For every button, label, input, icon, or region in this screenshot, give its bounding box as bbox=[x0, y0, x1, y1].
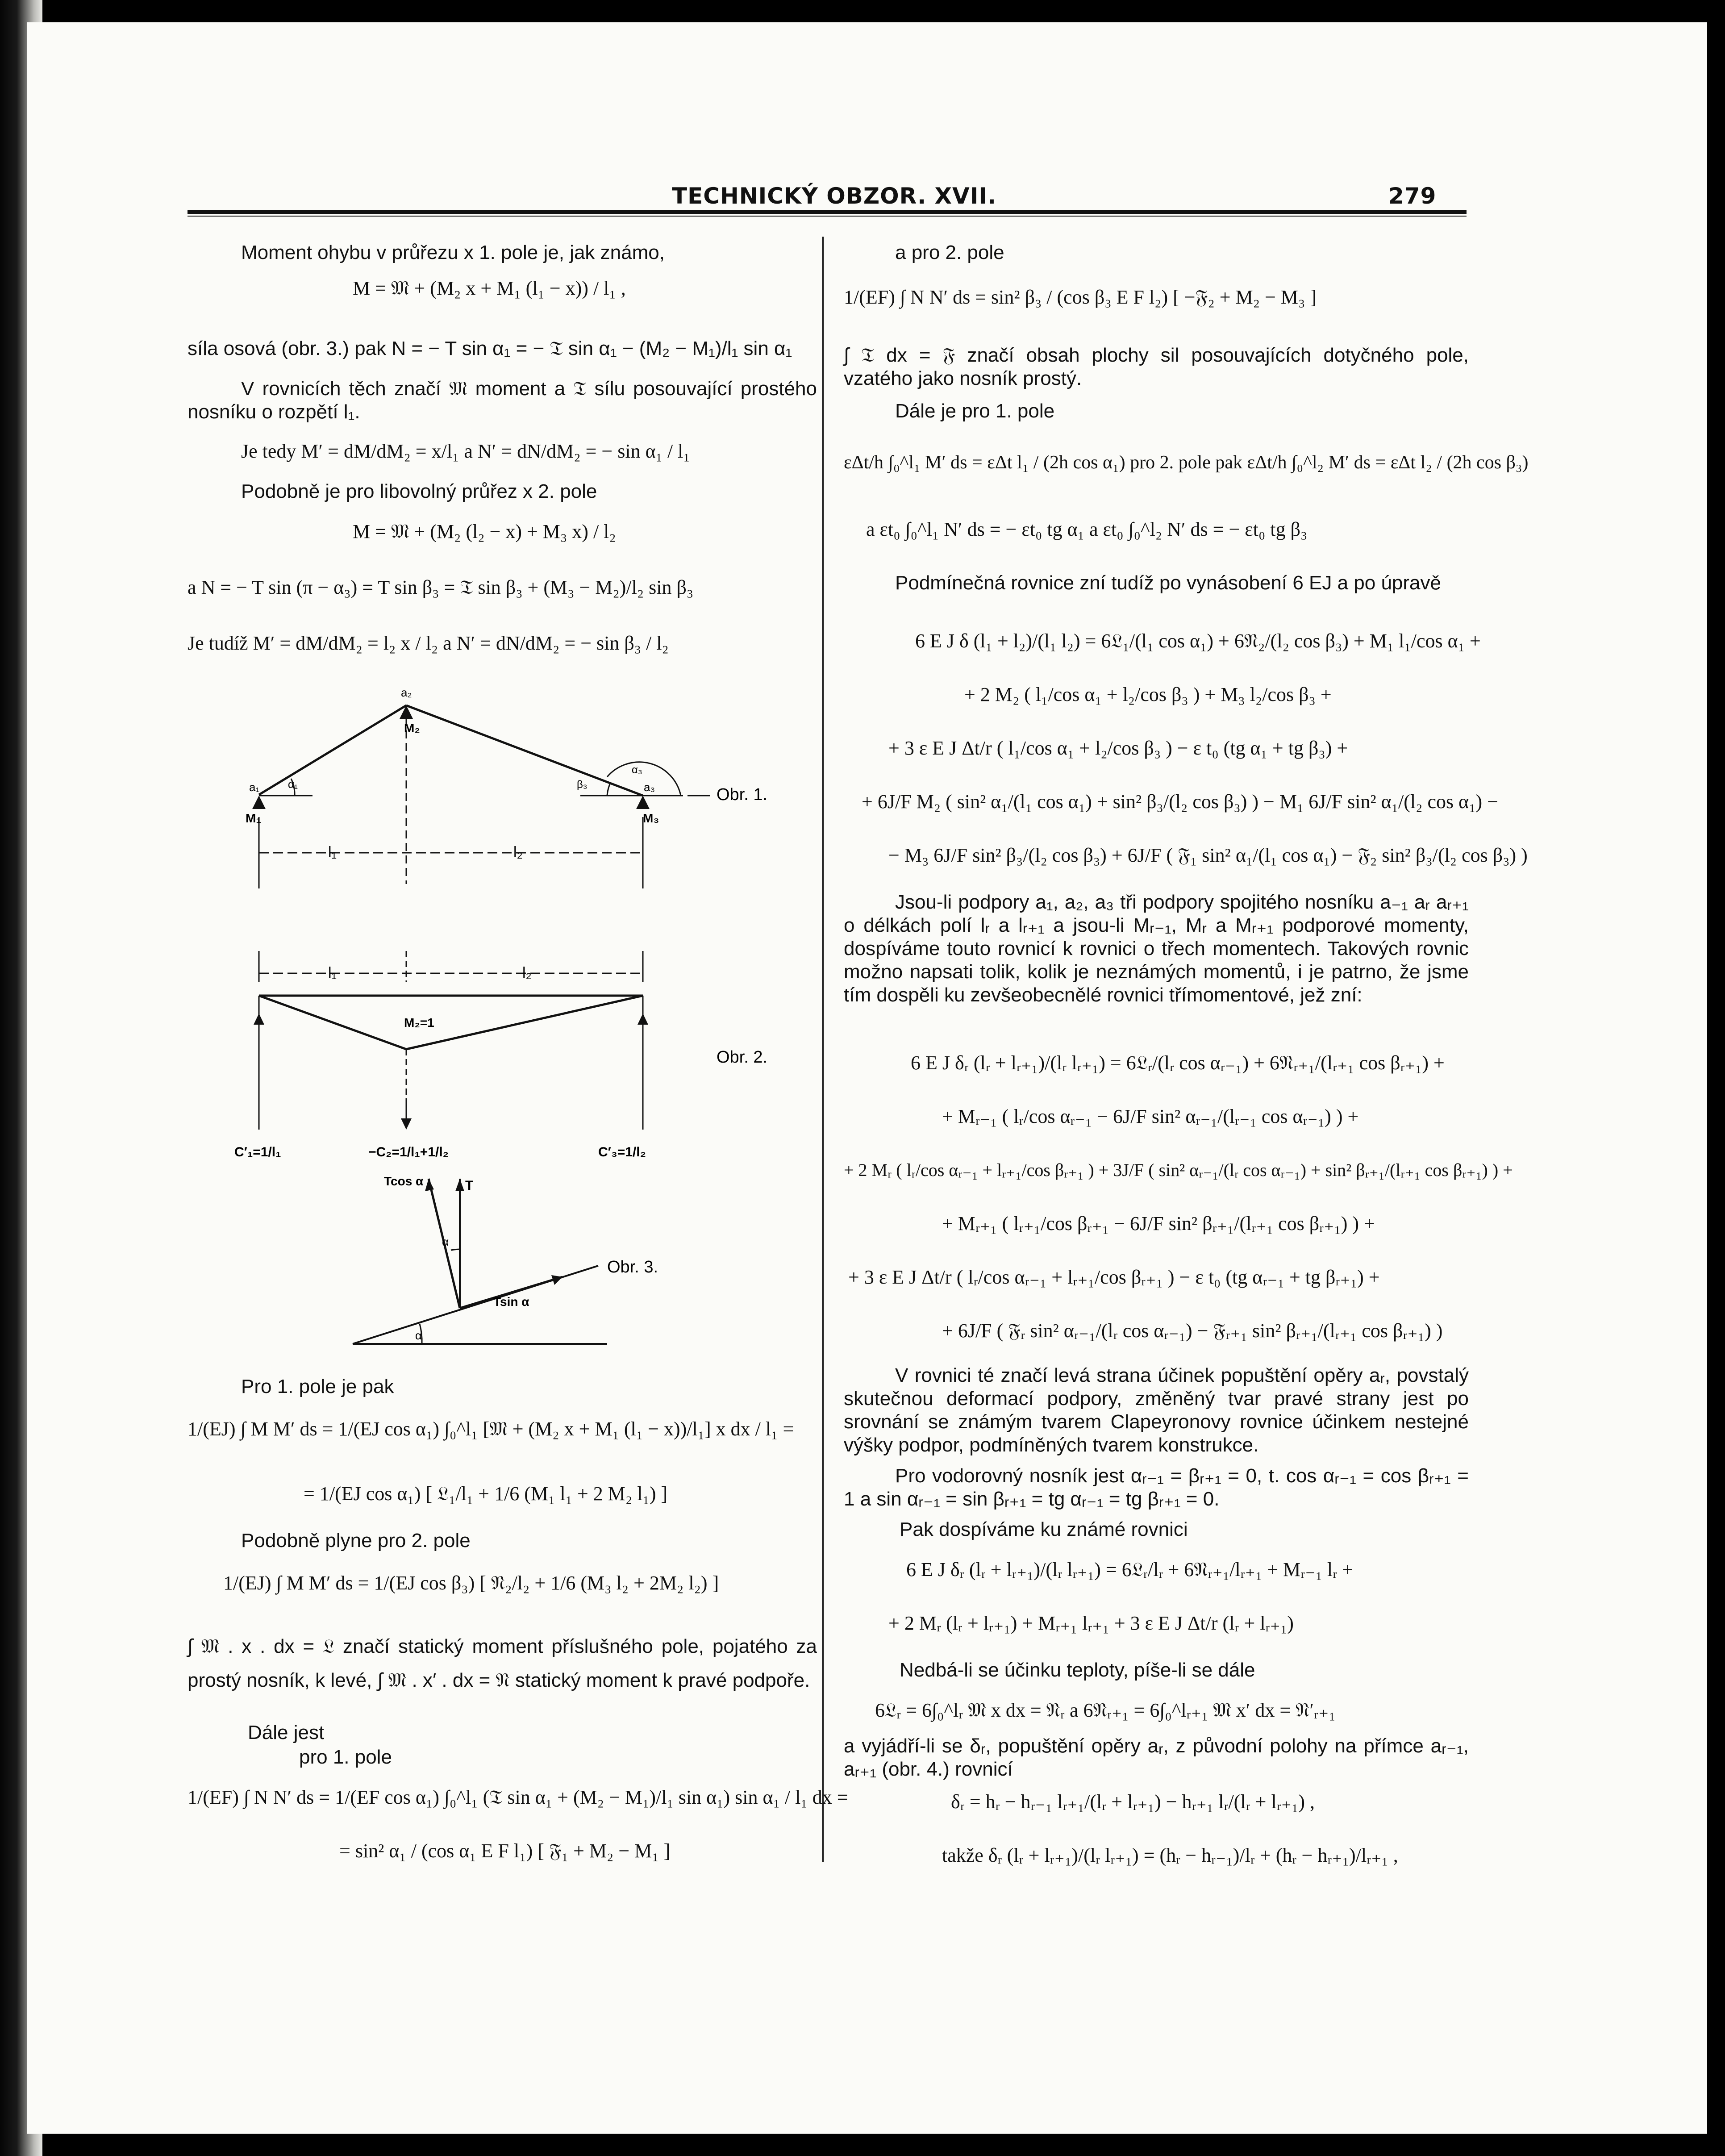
label-t: T bbox=[465, 1178, 474, 1193]
figure-1-frame-diagram bbox=[214, 679, 812, 902]
equation: + 6J/F ( 𝔉ᵣ sin² αᵣ₋₁/(lᵣ cos αᵣ₋₁) − 𝔉ᵣ₊₁ sin² βᵣ₊₁/(lᵣ₊₁ cos βᵣ₊₁) ) bbox=[942, 1320, 1443, 1342]
label-a2: a₂ bbox=[401, 686, 412, 699]
paragraph: Nedbá-li se účinku teploty, píše-li se dále bbox=[900, 1659, 1255, 1681]
label-alpha3: α₃ bbox=[632, 764, 642, 776]
label-C2: −C₂=1/l₁+1/l₂ bbox=[368, 1145, 449, 1159]
equation: M = 𝔐 + (M₂ x + M₁ (l₁ − x)) / l₁ , bbox=[353, 277, 626, 299]
label-alpha: α bbox=[442, 1235, 449, 1248]
equation: a N = − T sin (π − α₃) = T sin β₃ = 𝔗 sin β₃ + (M₃ − M₂)/l₂ sin β₃ bbox=[188, 576, 694, 598]
equation: + 2 Mᵣ (lᵣ + lᵣ₊₁) + Mᵣ₊₁ lᵣ₊₁ + 3 ε E J Δt/r (lᵣ + lᵣ₊₁) bbox=[888, 1612, 1294, 1634]
paragraph: Podobně je pro libovolný průřez x 2. pole bbox=[241, 480, 597, 502]
equation: δᵣ = hᵣ − hᵣ₋₁ lᵣ₊₁/(lᵣ + lᵣ₊₁) − hᵣ₊₁ lᵣ/(lᵣ + lᵣ₊₁) , bbox=[951, 1791, 1315, 1813]
equation: 6𝔏ᵣ = 6∫₀^lᵣ 𝔐 x dx = 𝔑ᵣ a 6𝔑ᵣ₊₁ = 6∫₀^lᵣ₊₁ 𝔐 x′ dx = 𝔑′ᵣ₊₁ bbox=[875, 1699, 1336, 1721]
caption-obr2: Obr. 2. bbox=[717, 1048, 768, 1067]
label-M2-unit: M₂=1 bbox=[404, 1016, 434, 1030]
label-l2: l₂ bbox=[522, 964, 532, 981]
label-M3: M₃ bbox=[643, 811, 659, 825]
paragraph: síla osová (obr. 3.) pak N = − T sin α₁ = − 𝔗 sin α₁ − (M₂ − M₁)/l₁ sin α₁ bbox=[188, 338, 792, 359]
equation: 6 E J δᵣ (lᵣ + lᵣ₊₁)/(lᵣ lᵣ₊₁) = 6𝔏ᵣ/(lᵣ cos αᵣ₋₁) + 6𝔑ᵣ₊₁/(lᵣ₊₁ cos βᵣ₊₁) + bbox=[911, 1052, 1445, 1074]
label-beta3: β₃ bbox=[577, 779, 588, 791]
figure-2-influence-diagram bbox=[214, 947, 812, 1179]
equation: Je tedy M′ = dM/dM₂ = x/l₁ a N′ = dN/dM₂ = − sin α₁ / l₁ bbox=[241, 440, 690, 462]
equation: + 2 M₂ ( l₁/cos α₁ + l₂/cos β₃ ) + M₃ l₂/cos β₃ + bbox=[964, 684, 1332, 705]
paragraph: Dále je pro 1. pole bbox=[895, 400, 1055, 422]
equation: + 2 Mᵣ ( lᵣ/cos αᵣ₋₁ + lᵣ₊₁/cos βᵣ₊₁ ) + 3J/F ( sin² αᵣ₋₁/(lᵣ cos αᵣ₋₁) + sin² βᵣ₊₁/(lᵣ₊₁ cos βᵣ₊₁) ) + bbox=[844, 1160, 1513, 1180]
equation: + Mᵣ₋₁ ( lᵣ/cos αᵣ₋₁ − 6J/F sin² αᵣ₋₁/(lᵣ₋₁ cos αᵣ₋₁) ) + bbox=[942, 1105, 1359, 1127]
equation: + Mᵣ₊₁ ( lᵣ₊₁/cos βᵣ₊₁ − 6J/F sin² βᵣ₊₁/(lᵣ₊₁ cos βᵣ₊₁) ) + bbox=[942, 1213, 1375, 1234]
paragraph: pro 1. pole bbox=[299, 1746, 392, 1768]
paragraph: ∫ 𝔐 . x . dx = 𝔏 značí statický moment příslušného pole, pojatého za prostý nosník, k levé, ∫ 𝔐 . x′ . dx = 𝔑 statický moment k pravé podpoře. bbox=[188, 1635, 817, 1691]
label-M2: M₂ bbox=[404, 721, 420, 735]
label-alpha: α bbox=[415, 1329, 422, 1342]
label-C1: C′₁=1/l₁ bbox=[234, 1145, 281, 1159]
equation: Je tudíž M′ = dM/dM₂ = l₂ x / l₂ a N′ = dN/dM₂ = − sin β₃ / l₂ bbox=[188, 632, 669, 654]
paragraph: a pro 2. pole bbox=[895, 242, 1004, 263]
equation: = sin² α₁ / (cos α₁ E F l₁) [ 𝔉₁ + M₂ − M₁ ] bbox=[339, 1840, 671, 1862]
figure-3-force-diagram bbox=[348, 1170, 812, 1357]
paragraph: a vyjádří-li se δᵣ, popuštění opěry aᵣ, z původní polohy na přímce aᵣ₋₁, aᵣ₊₁ (obr. 4.) rovnicí bbox=[844, 1735, 1469, 1780]
paragraph: Pak dospíváme ku známé rovnici bbox=[900, 1518, 1188, 1540]
label-l1: l₁ bbox=[328, 964, 337, 981]
paragraph: Jsou-li podpory a₁, a₂, a₃ tři podpory spojitého nosníku a₋₁ aᵣ aᵣ₊₁ o délkách polí lᵣ a lᵣ₊₁ a jsou-li Mᵣ₋₁, Mᵣ a Mᵣ₊₁ podporové momenty, dospíváme touto rovnicí k rovnici o třech momentech. Takových rovnic možno napsati tolik, kolik je neznámých momentů, i je patrno, že jsme tím dospěli ku zevšeobecnělé rovnici třímomentové, jež zní: bbox=[844, 891, 1469, 1006]
moment-line-right bbox=[406, 996, 643, 1049]
rafter-right bbox=[406, 705, 643, 796]
equation: 1/(EF) ∫ N N′ ds = sin² β₃ / (cos β₃ E F l₂) [ −𝔉₂ + M₂ − M₃ ] bbox=[844, 286, 1317, 308]
support-a1 bbox=[252, 796, 266, 809]
support-a3 bbox=[636, 796, 650, 809]
equation: a εt₀ ∫₀^l₁ N′ ds = − εt₀ tg α₁ a εt₀ ∫₀^l₂ N′ ds = − εt₀ tg β₃ bbox=[866, 518, 1308, 540]
paragraph: Podmínečná rovnice zní tudíž po vynásobení 6 EJ a po úpravě bbox=[895, 572, 1441, 594]
equation: − M₃ 6J/F sin² β₃/(l₂ cos β₃) + 6J/F ( 𝔉₁ sin² α₁/(l₁ cos α₁) − 𝔉₂ sin² β₃/(l₂ cos β₃) ) bbox=[888, 844, 1528, 866]
equation: 1/(EJ) ∫ M M′ ds = 1/(EJ cos β₃) [ 𝔑₂/l₂ + 1/6 (M₃ l₂ + 2M₂ l₂) ] bbox=[223, 1572, 719, 1594]
column-divider bbox=[822, 237, 824, 1862]
paragraph: ∫ 𝔗 dx = 𝔉 značí obsah plochy sil posouvajících dotyčného pole, vzatého jako nosník prostý. bbox=[844, 344, 1469, 389]
equation: + 3 ε E J Δt/r ( lᵣ/cos αᵣ₋₁ + lᵣ₊₁/cos βᵣ₊₁ ) − ε t₀ (tg αᵣ₋₁ + tg βᵣ₊₁) + bbox=[848, 1266, 1380, 1288]
equation: + 6J/F M₂ ( sin² α₁/(l₁ cos α₁) + sin² β₃/(l₂ cos β₃) ) − M₁ 6J/F sin² α₁/(l₂ cos α₁) − bbox=[862, 791, 1499, 813]
equation: εΔt/h ∫₀^l₁ M′ ds = εΔt l₁ / (2h cos α₁) pro 2. pole pak εΔt/h ∫₀^l₂ M′ ds = εΔt l₂ / (2h cos β₃) bbox=[844, 452, 1529, 473]
moment-line-left bbox=[259, 996, 406, 1049]
label-tcos: Tcos α bbox=[384, 1174, 424, 1188]
angle-arc-beta3 bbox=[607, 782, 611, 796]
equation: = 1/(EJ cos α₁) [ 𝔏₁/l₁ + 1/6 (M₁ l₁ + 2 M₂ l₁) ] bbox=[304, 1483, 668, 1505]
equation: M = 𝔐 + (M₂ (l₂ − x) + M₃ x) / l₂ bbox=[353, 521, 616, 542]
label-alpha1: α₁ bbox=[288, 779, 298, 791]
equation: 6 E J δ (l₁ + l₂)/(l₁ l₂) = 6𝔏₁/(l₁ cos α₁) + 6𝔑₂/(l₂ cos β₃) + M₁ l₁/cos α₁ + bbox=[915, 630, 1481, 652]
header-rule bbox=[188, 210, 1467, 214]
equation: + 3 ε E J Δt/r ( l₁/cos α₁ + l₂/cos β₃ ) − ε t₀ (tg α₁ + tg β₃) + bbox=[888, 737, 1348, 759]
label-a1: a₁ bbox=[249, 780, 260, 794]
page-number: 279 bbox=[1388, 183, 1437, 209]
label-a3: a₃ bbox=[644, 780, 655, 794]
rafter-left bbox=[259, 705, 406, 795]
paragraph: Pro vodorovný nosník jest αᵣ₋₁ = βᵣ₊₁ = 0, t. cos αᵣ₋₁ = cos βᵣ₊₁ = 1 a sin αᵣ₋₁ = sin βᵣ₊₁ = tg αᵣ₋₁ = tg βᵣ₊₁ = 0. bbox=[844, 1465, 1469, 1510]
paragraph: Pro 1. pole je pak bbox=[241, 1376, 394, 1397]
equation: takže δᵣ (lᵣ + lᵣ₊₁)/(lᵣ lᵣ₊₁) = (hᵣ − hᵣ₋₁)/lᵣ + (hᵣ − hᵣ₊₁)/lᵣ₊₁ , bbox=[942, 1844, 1398, 1866]
paragraph: Dále jest bbox=[248, 1722, 325, 1743]
equation: 6 E J δᵣ (lᵣ + lᵣ₊₁)/(lᵣ lᵣ₊₁) = 6𝔏ᵣ/lᵣ + 6𝔑ᵣ₊₁/lᵣ₊₁ + Mᵣ₋₁ lᵣ + bbox=[906, 1559, 1354, 1581]
paragraph: V rovnici té značí levá strana účinek popuštění opěry aᵣ, povstalý skutečnou deformací podpory, změněný tvar pravé strany jest po srovnání se známým tvarem Clapeyronovy rovnice účinkem nestejné výšky podpor, podmíněných tvarem konstrukce. bbox=[844, 1364, 1469, 1456]
header-rule-thin bbox=[188, 216, 1467, 217]
equation: 1/(EF) ∫ N N′ ds = 1/(EF cos α₁) ∫₀^l₁ (𝔗 sin α₁ + (M₂ − M₁)/l₁ sin α₁) sin α₁ / l₁ dx = bbox=[188, 1786, 848, 1808]
running-title: TECHNICKÝ OBZOR. XVII. bbox=[672, 183, 996, 209]
paragraph: Podobně plyne pro 2. pole bbox=[241, 1530, 471, 1551]
label-l2: l₂ bbox=[513, 844, 523, 861]
paragraph: V rovnicích těch značí 𝔐 moment a 𝔗 sílu posouvající prostého nosníku o rozpětí l₁. bbox=[188, 378, 817, 423]
caption-obr1: Obr. 1. bbox=[717, 785, 768, 804]
paragraph: Moment ohybu v průřezu x 1. pole je, jak známo, bbox=[241, 242, 665, 263]
equation: 1/(EJ) ∫ M M′ ds = 1/(EJ cos α₁) ∫₀^l₁ [𝔐 + (M₂ x + M₁ (l₁ − x))/l₁] x dx / l₁ = bbox=[188, 1418, 794, 1440]
caption-obr3: Obr. 3. bbox=[607, 1258, 658, 1276]
label-tsin: Tsin α bbox=[493, 1295, 529, 1309]
label-l1: l₁ bbox=[328, 844, 337, 861]
label-M1: M₁ bbox=[246, 811, 261, 825]
label-C3: C′₃=1/l₂ bbox=[598, 1145, 646, 1159]
